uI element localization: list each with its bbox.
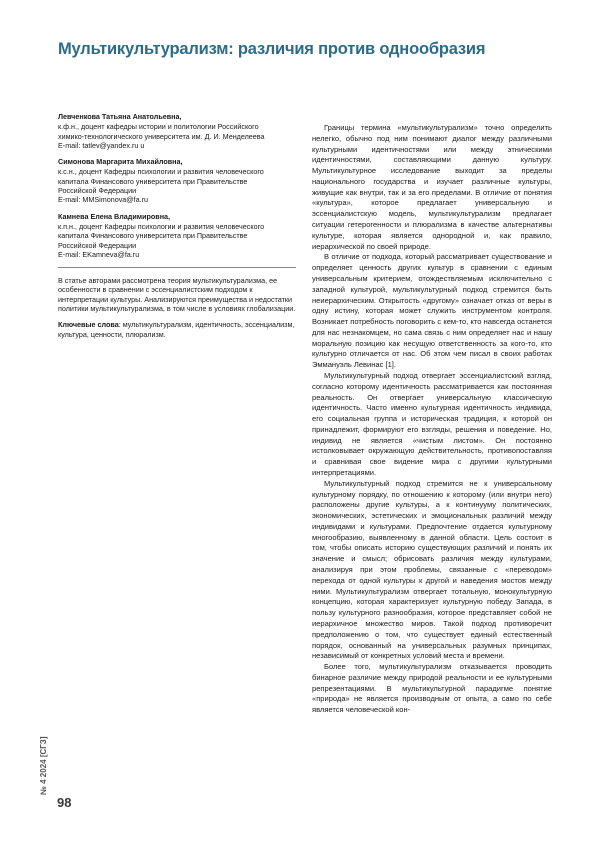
- author-affiliation: капитала Финансового университета при Правительстве: [58, 231, 248, 241]
- keywords-text: : мультикультурализм, идентичность, эссенциализм, культура, ценности, плюрализм.: [58, 320, 295, 339]
- body-paragraph: Мультикультурный подход отвергает эссенциалистский взгляд, согласно которому идентичность рассматривается как постоянная реальность. Он отвергает универсальную классическую идентичность. Часто именно культурная идентичность индивида, его социальная группа и историческая традиция, к которой он принадлежит, формируют его взгляды, решения и поведение. Но, индивид не является «чистым листом». Он постоянно истолковывает окружающую действительность, противопоставляя и сравнивая свое видение мира с другими культурными интерпретациями.: [312, 370, 552, 477]
- author-block: [58, 157, 298, 204]
- author-block: [58, 112, 298, 150]
- author-affiliation: Российской Федерации: [58, 186, 137, 196]
- divider: [58, 267, 296, 268]
- author-affiliation: к.с.н., доцент Кафедры психологии и развития человеческого: [58, 167, 264, 177]
- author-name: Левченкова Татьяна Анатольевна,: [58, 112, 182, 121]
- author-name: Симонова Маргарита Михайловна,: [58, 157, 183, 167]
- body-paragraph: В отличие от подхода, который рассматривает существование и определяет ценность других культур в сравнении с единым универсальным критерием, отождествляемым исключительно с западной культурой, мультикультурный подход стремится быть неиерархическим. Открытость «другому» означает отказ от веры в одну истину, которая может служить инструментом контроля. Возникает потребность поговорить с кем-то, кто навсегда останется для нас незнакомцем, но сама связь с ним определяет нас и нашу моральную позицию как несущую ответственность за кого-то, кто культурно отличается от нас. Об этом чем писал в своих работах Эммануэль Левинас [1].: [312, 252, 552, 370]
- article-title: Мультикультурализм: различия против однообразия: [58, 40, 486, 58]
- author-email[interactable]: E-mail: tatlev@yandex.ru u: [58, 140, 145, 150]
- body-column: [312, 123, 552, 716]
- issue-label: № 4 2024 [СГЗ]: [39, 736, 48, 795]
- page-number: 98: [57, 795, 72, 810]
- body-paragraph: Более того, мультикультурализм отказывается проводить бинарное различие между природой реальности и ее культурными репрезентациями. В мультикультурной парадигме понятие «природа» не является производным от опыта, а само по себе является человеческой кон-: [312, 662, 552, 715]
- body-paragraph: Границы термина «мультикультурализм» точно определить нелегко, обычно под ним понимают диалог между различными культурными идентичностями или между этническими идентичностями, составляющими данную культуру. Мультикультурное исследование выходит за пределы национального государства и изучает различные культуры, живущие как внутри, так и за его пределами. В отличие от понятия «культура», которое предлагает универсальную и эссенциалистскую модель, мультикультурализм предлагает ситуации гетерогенности и плюрализма в качестве альтернативы культуре, которая является однородной и, как правило, иерархической по своей природе.: [312, 123, 552, 251]
- author-email[interactable]: E-mail: EKamneva@fa.ru: [58, 249, 140, 259]
- abstract: В статье авторами рассмотрена теория мультикультурализма, ее особенности в сравнении с эссенциалистским подходом к интерпретации культуры. Анализируются преимущества и недостатки политики мультикультурализма, в том числе в условиях глобализации.: [58, 276, 296, 314]
- author-affiliation: капитала Финансового университета при Правительстве: [58, 176, 248, 186]
- author-affiliation: к.п.н., доцент Кафедры психологии и развития человеческого: [58, 221, 265, 231]
- author-affiliation: Российской Федерации: [58, 240, 137, 250]
- keywords-label: Ключевые слова: [58, 320, 119, 330]
- author-affiliation: к.ф.н., доцент кафедры истории и политологии Российского: [58, 122, 259, 132]
- author-affiliation: химико-технологического университета им. Д. И. Менделеева: [58, 131, 265, 141]
- left-column: [58, 112, 298, 339]
- body-paragraph: Мультикультурный подход стремится не к универсальному культурному порядку, по отношению к которому (или внутри него) расположены другие культуры, а к континууму политических, экономических, эстетических и эмоциональных различий между индивидами и культурами. Предпочтение отдается культурному многообразию, выявленному в данной области. Цель состоит в том, чтобы описать историю существующих различий и понять их значение и смысл; обрисовать различия между культурами, анализируя при этом проблемы, связанные с «переводом» перехода от одной культуры к другой и наведения мостов между ними. Мультикультурализм отвергает тотальную, монокультурную концепцию, которая характеризует культурную победу Запада, в пользу культурного разнообразия, которое представляет собой не иерархичное множество миров. Такой подход противоречит предположению о том, что существует единый естественный порядок, основанный на универсальных разумных принципах, независимый от конкретных условий места и времени.: [312, 478, 552, 661]
- author-block: [58, 212, 298, 259]
- author-email[interactable]: E-mail: MMSimonova@fa.ru: [58, 195, 148, 205]
- keywords: [58, 320, 298, 339]
- author-name: Камнева Елена Владимировна,: [58, 211, 171, 221]
